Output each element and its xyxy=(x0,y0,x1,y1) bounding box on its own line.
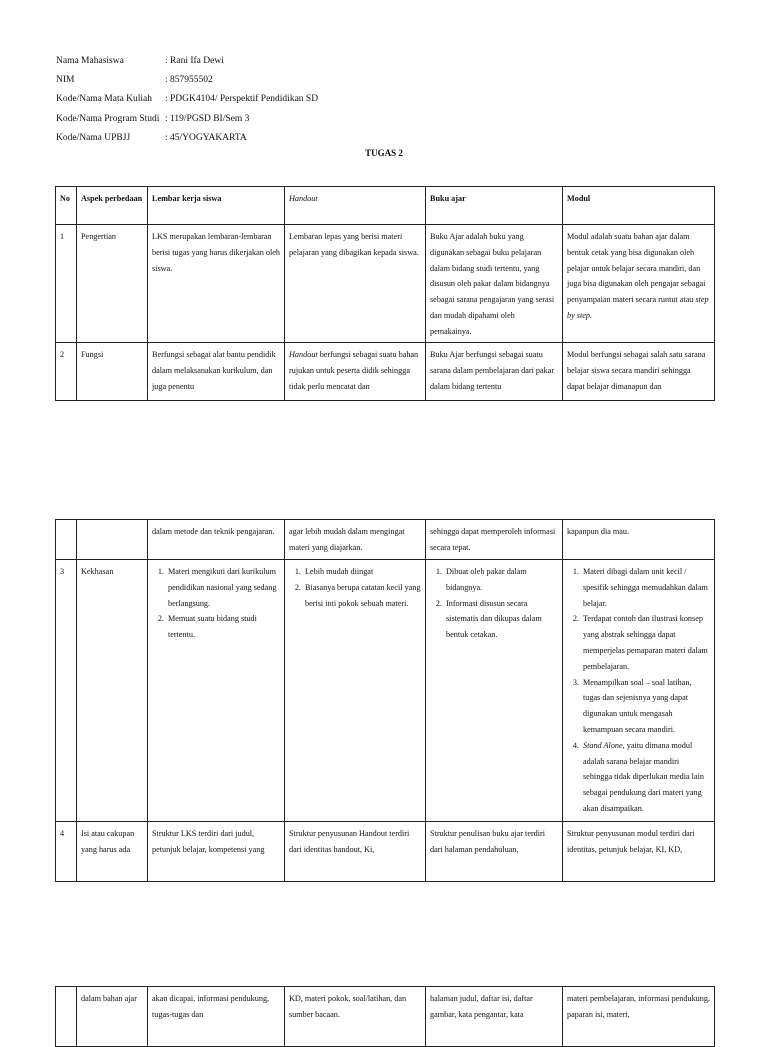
header-lks: Lembar kerja siswa xyxy=(148,187,285,225)
comparison-table-continued xyxy=(55,986,715,1047)
cell-modul: materi pembelajaran, informasi pendukung, paparan isi, materi, xyxy=(563,987,715,1047)
list-item: 1. Materi dibagi dalam unit kecil / spesifik sehingga memudahkan dalam belajar. xyxy=(581,564,710,611)
cell-aspek: Fungsi xyxy=(77,343,148,401)
list-item: 2. Biasanya berupa catatan kecil yang berisi inti pokok sebuah materi. xyxy=(303,580,421,612)
modul-list xyxy=(567,564,710,817)
modul-text: Modul adalah suatu bahan ajar dalam bentuk cetak yang bisa digunakan oleh pelajar untuk belajar secara mandiri, dan juga bisa digunakan oleh pengajar sebagai penyampaian materi secara runtut atau xyxy=(567,232,706,305)
cell-buku-ajar: Buku Ajar adalah buku yang digunakan sebagai buku pelajaran dalam bidang studi tertentu, yang disusun oleh pakar dalam bidangnya sebagai sarana pengajaran yang serasi dan mudah dipahami oleh pemakainya. xyxy=(426,225,563,343)
info-value: : Rani Ifa Dewi xyxy=(165,56,224,66)
cell-aspek xyxy=(77,520,148,560)
lks-list xyxy=(152,564,280,643)
info-value: : 45/YOGYAKARTA xyxy=(165,132,247,143)
cell-handout: KD, materi pokok, soal/latihan, dan sumber bacaan. xyxy=(285,987,426,1047)
cell-buku-ajar: Buku Ajar berfungsi sebagai suatu sarana dalam pembelajaran dari pakar dalam bidang tertentu xyxy=(426,343,563,401)
table-row xyxy=(56,225,715,343)
cell-modul xyxy=(563,225,715,343)
cell-no xyxy=(56,520,77,560)
cell-modul: Modul berfungsi sebagai salah satu sarana belajar siswa secara mandiri sehingga dapat belajar dimanapun dan xyxy=(563,343,715,401)
list-item: 1. Materi mengikuti dari kurikulum pendidikan nasional yang sedang berlangsung. xyxy=(166,564,280,611)
cell-modul: kapanpun dia mau. xyxy=(563,520,715,560)
cell-no: 2 xyxy=(56,343,77,401)
info-row xyxy=(56,52,318,71)
header-modul: Modul xyxy=(563,187,715,225)
header-handout: Handout xyxy=(285,187,426,225)
info-value: : 119/PGSD BI/Sem 3 xyxy=(165,113,250,124)
comparison-table xyxy=(55,186,715,401)
table-row xyxy=(56,987,715,1047)
cell-no: 1 xyxy=(56,225,77,343)
comparison-table-continued xyxy=(55,519,715,882)
info-row xyxy=(56,90,318,109)
handout-text: berfungsi sebagai suatu bahan rujukan untuk peserta didik sehingga tidak perlu mencatat dan xyxy=(289,350,419,391)
info-label: NIM xyxy=(56,75,75,86)
cell-lks: dalam metode dan teknik pengajaran. xyxy=(148,520,285,560)
handout-list xyxy=(289,564,421,611)
cell-aspek: dalam bahan ajar xyxy=(77,987,148,1047)
info-row xyxy=(56,129,318,148)
student-info xyxy=(56,52,318,148)
info-row xyxy=(56,71,318,90)
info-label: Kode/Nama Mata Kuliah xyxy=(56,94,153,105)
cell-aspek: Kekhasan xyxy=(77,560,148,822)
list-item: 1. Lebih mudah diingat xyxy=(303,564,421,580)
table-row xyxy=(56,343,715,401)
info-value: : PDGK4104/ Perspektif Pendidikan SD xyxy=(165,94,319,105)
page-title: TUGAS 2 xyxy=(365,148,403,158)
cell-aspek: Pengertian xyxy=(77,225,148,343)
cell-handout xyxy=(285,343,426,401)
cell-buku-ajar xyxy=(426,560,563,822)
modul-text: , yaitu dimana modul adalah sarana belajar mandiri sehingga tidak diperlukan media lain sebagai pendukung dari materi yang akan disampaikan. xyxy=(583,740,704,813)
info-value: : 857955502 xyxy=(165,75,213,86)
cell-lks: Berfungsi sebagai alat bantu pendidik dalam melaksanakan kurikulum, dan juga penentu xyxy=(148,343,285,401)
cell-lks: akan dicapai, informasi pendukung, tugas-tugas dan xyxy=(148,987,285,1047)
cell-handout: Struktur penyusunan Handout terdiri dari identitas handout, Ki, xyxy=(285,822,426,882)
cell-no: 3 xyxy=(56,560,77,822)
cell-aspek: Isi atau cakupan yang harus ada xyxy=(77,822,148,882)
list-item: 1. Dibuat oleh pakar dalam bidangnya. xyxy=(444,564,558,596)
info-label: Nama Mahasiswa xyxy=(56,56,124,66)
table-row xyxy=(56,520,715,560)
cell-handout xyxy=(285,560,426,822)
list-item xyxy=(581,738,710,817)
list-item: 2. Informasi disusun secara sistematis dan dikupas dalam bentuk cetakan. xyxy=(444,596,558,643)
cell-buku-ajar: Struktur penulisan buku ajar terdiri dari halaman pendahuluan, xyxy=(426,822,563,882)
cell-lks: Struktur LKS terdiri dari judul, petunjuk belajar, kompetensi yang xyxy=(148,822,285,882)
list-item: 3. Menampilkan soal – soal latihan, tugas dan sejenisnya yang dapat digunakan untuk mengasah kemampuan secara mandiri. xyxy=(581,675,710,738)
info-label: Kode/Nama Program Studi xyxy=(56,113,160,124)
cell-handout: Lembaran lepas yang berisi materi pelajaran yang dibagikan kepada siswa. xyxy=(285,225,426,343)
list-item: 2. Terdapat contoh dan ilustrasi konsep yang abstrak sehingga dapat memperjelas pemaparan materi dalam pembelajaran. xyxy=(581,611,710,674)
cell-lks: LKS merupakan lembaran-lembaran berisi tugas yang harus dikerjakan oleh siswa. xyxy=(148,225,285,343)
table-header-row xyxy=(56,187,715,225)
buku-ajar-list xyxy=(430,564,558,643)
cell-modul: Struktur penyusunan modul terdiri dari identitas, petunjuk belajar, KI, KD, xyxy=(563,822,715,882)
modul-italic-text: step by step. xyxy=(567,295,709,320)
table-row xyxy=(56,822,715,882)
handout-italic-text: Handout xyxy=(289,350,318,359)
cell-modul xyxy=(563,560,715,822)
header-no: No xyxy=(56,187,77,225)
header-aspek: Aspek perbedaan xyxy=(77,187,148,225)
modul-italic-text: Stand Alone xyxy=(583,740,623,750)
cell-no: 4 xyxy=(56,822,77,882)
info-label: Kode/Nama UPBJJ xyxy=(56,132,131,143)
cell-lks xyxy=(148,560,285,822)
cell-handout: agar lebih mudah dalam mengingat materi yang diajarkan. xyxy=(285,520,426,560)
info-row xyxy=(56,110,318,129)
header-buku-ajar: Buku ajar xyxy=(426,187,563,225)
list-item: 2. Memuat suatu bidang studi tertentu. xyxy=(166,611,280,643)
cell-buku-ajar: sehingga dapat memperoleh informasi secara tepat. xyxy=(426,520,563,560)
cell-buku-ajar: halaman judul, daftar isi, daftar gambar, kata pengantar, kata xyxy=(426,987,563,1047)
table-row xyxy=(56,560,715,822)
cell-no xyxy=(56,987,77,1047)
